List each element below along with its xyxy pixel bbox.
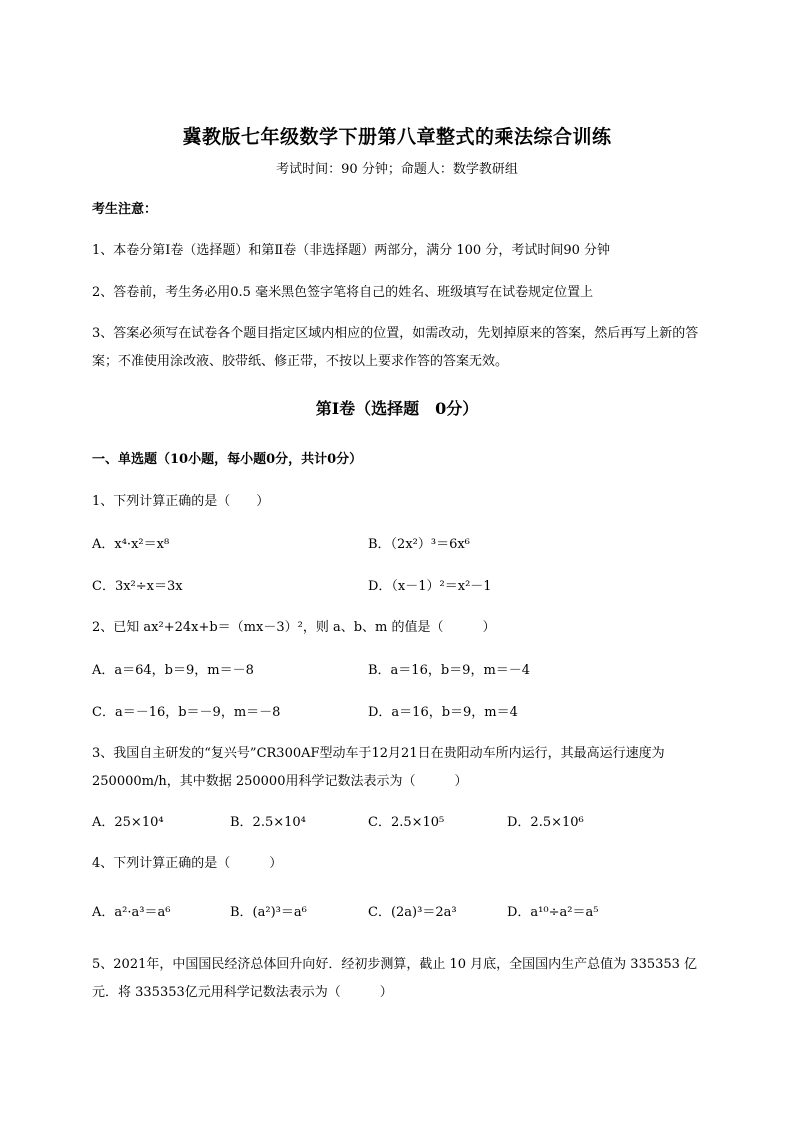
question-4-option-b[interactable]: B．(a²)³＝a⁶	[230, 905, 307, 920]
notice-item-3: 3、答案必须写在试卷各个题目指定区域内相应的位置，如需改动，先划掉原来的答案，然后再写上新的答案；不准使用涂改液、胶带纸、修正带，不按以上要求作答的答案无效。	[92, 326, 699, 369]
page-title: 冀教版七年级数学下册第八章整式的乘法综合训练	[182, 126, 612, 148]
part-heading: 一、单选题（10小题，每小题0分，共计0分）	[92, 452, 363, 467]
notice-item-1: 1、本卷分第Ⅰ卷（选择题）和第Ⅱ卷（非选择题）两部分，满分 100 分，考试时间90 分钟	[92, 243, 610, 258]
question-1-option-a[interactable]: A．x⁴·x²＝x⁸	[92, 537, 170, 552]
question-2-stem: 2、已知 ax²+24x+b＝（mx－3）²，则 a、b、m 的值是（ ）	[92, 620, 496, 635]
question-1-option-d[interactable]: D．（x－1）²＝x²－1	[368, 579, 492, 594]
question-4-option-d[interactable]: D．a¹⁰÷a²＝a⁵	[507, 905, 599, 920]
question-1-option-c[interactable]: C．3x²÷x＝3x	[92, 579, 183, 594]
question-2-option-c[interactable]: C．a＝－16，b＝－9，m＝－8	[92, 705, 281, 720]
question-2-option-a[interactable]: A．a＝64，b＝9，m＝－8	[92, 663, 254, 678]
section-title: 第Ⅰ卷（选择题 0分）	[315, 399, 479, 418]
question-2-option-b[interactable]: B．a＝16，b＝9，m＝－4	[368, 663, 531, 678]
question-3-option-c[interactable]: C．2.5×10⁵	[368, 815, 445, 830]
notice-heading: 考生注意：	[92, 202, 158, 217]
question-3-option-d[interactable]: D．2.5×10⁶	[507, 815, 584, 830]
question-3-option-b[interactable]: B．2.5×10⁴	[230, 815, 306, 830]
question-5-stem: 5、2021年，中国国民经济总体回升向好．经初步测算，截止 10 月底，全国国内生产总值为 335353 亿元．将 335353亿元用科学记数法表示为（ ）	[92, 957, 698, 1000]
notice-item-2: 2、答卷前，考生务必用0.5 毫米黑色签字笔将自己的姓名、班级填写在试卷规定位置上	[92, 285, 594, 300]
question-3-stem: 3、我国自主研发的“复兴号”CR300AF型动车于12月21日在贵阳动车所内运行，其最高运行速度为 250000m/h，其中数据 250000用科学记数法表示为（ ）	[92, 746, 665, 789]
question-2-option-d[interactable]: D．a＝16，b＝9，m＝4	[368, 705, 518, 720]
question-3-option-a[interactable]: A．25×10⁴	[92, 815, 164, 830]
exam-info: 考试时间：90 分钟；命题人：数学教研组	[276, 162, 518, 177]
question-4-stem: 4、下列计算正确的是（ ）	[92, 856, 283, 871]
question-4-option-c[interactable]: C．(2a)³＝2a³	[368, 905, 457, 920]
question-4-option-a[interactable]: A．a²·a³＝a⁶	[92, 905, 171, 920]
question-1-option-b[interactable]: B．（2x²）³＝6x⁶	[368, 537, 470, 552]
question-1-stem: 1、下列计算正确的是（ ）	[92, 494, 270, 509]
